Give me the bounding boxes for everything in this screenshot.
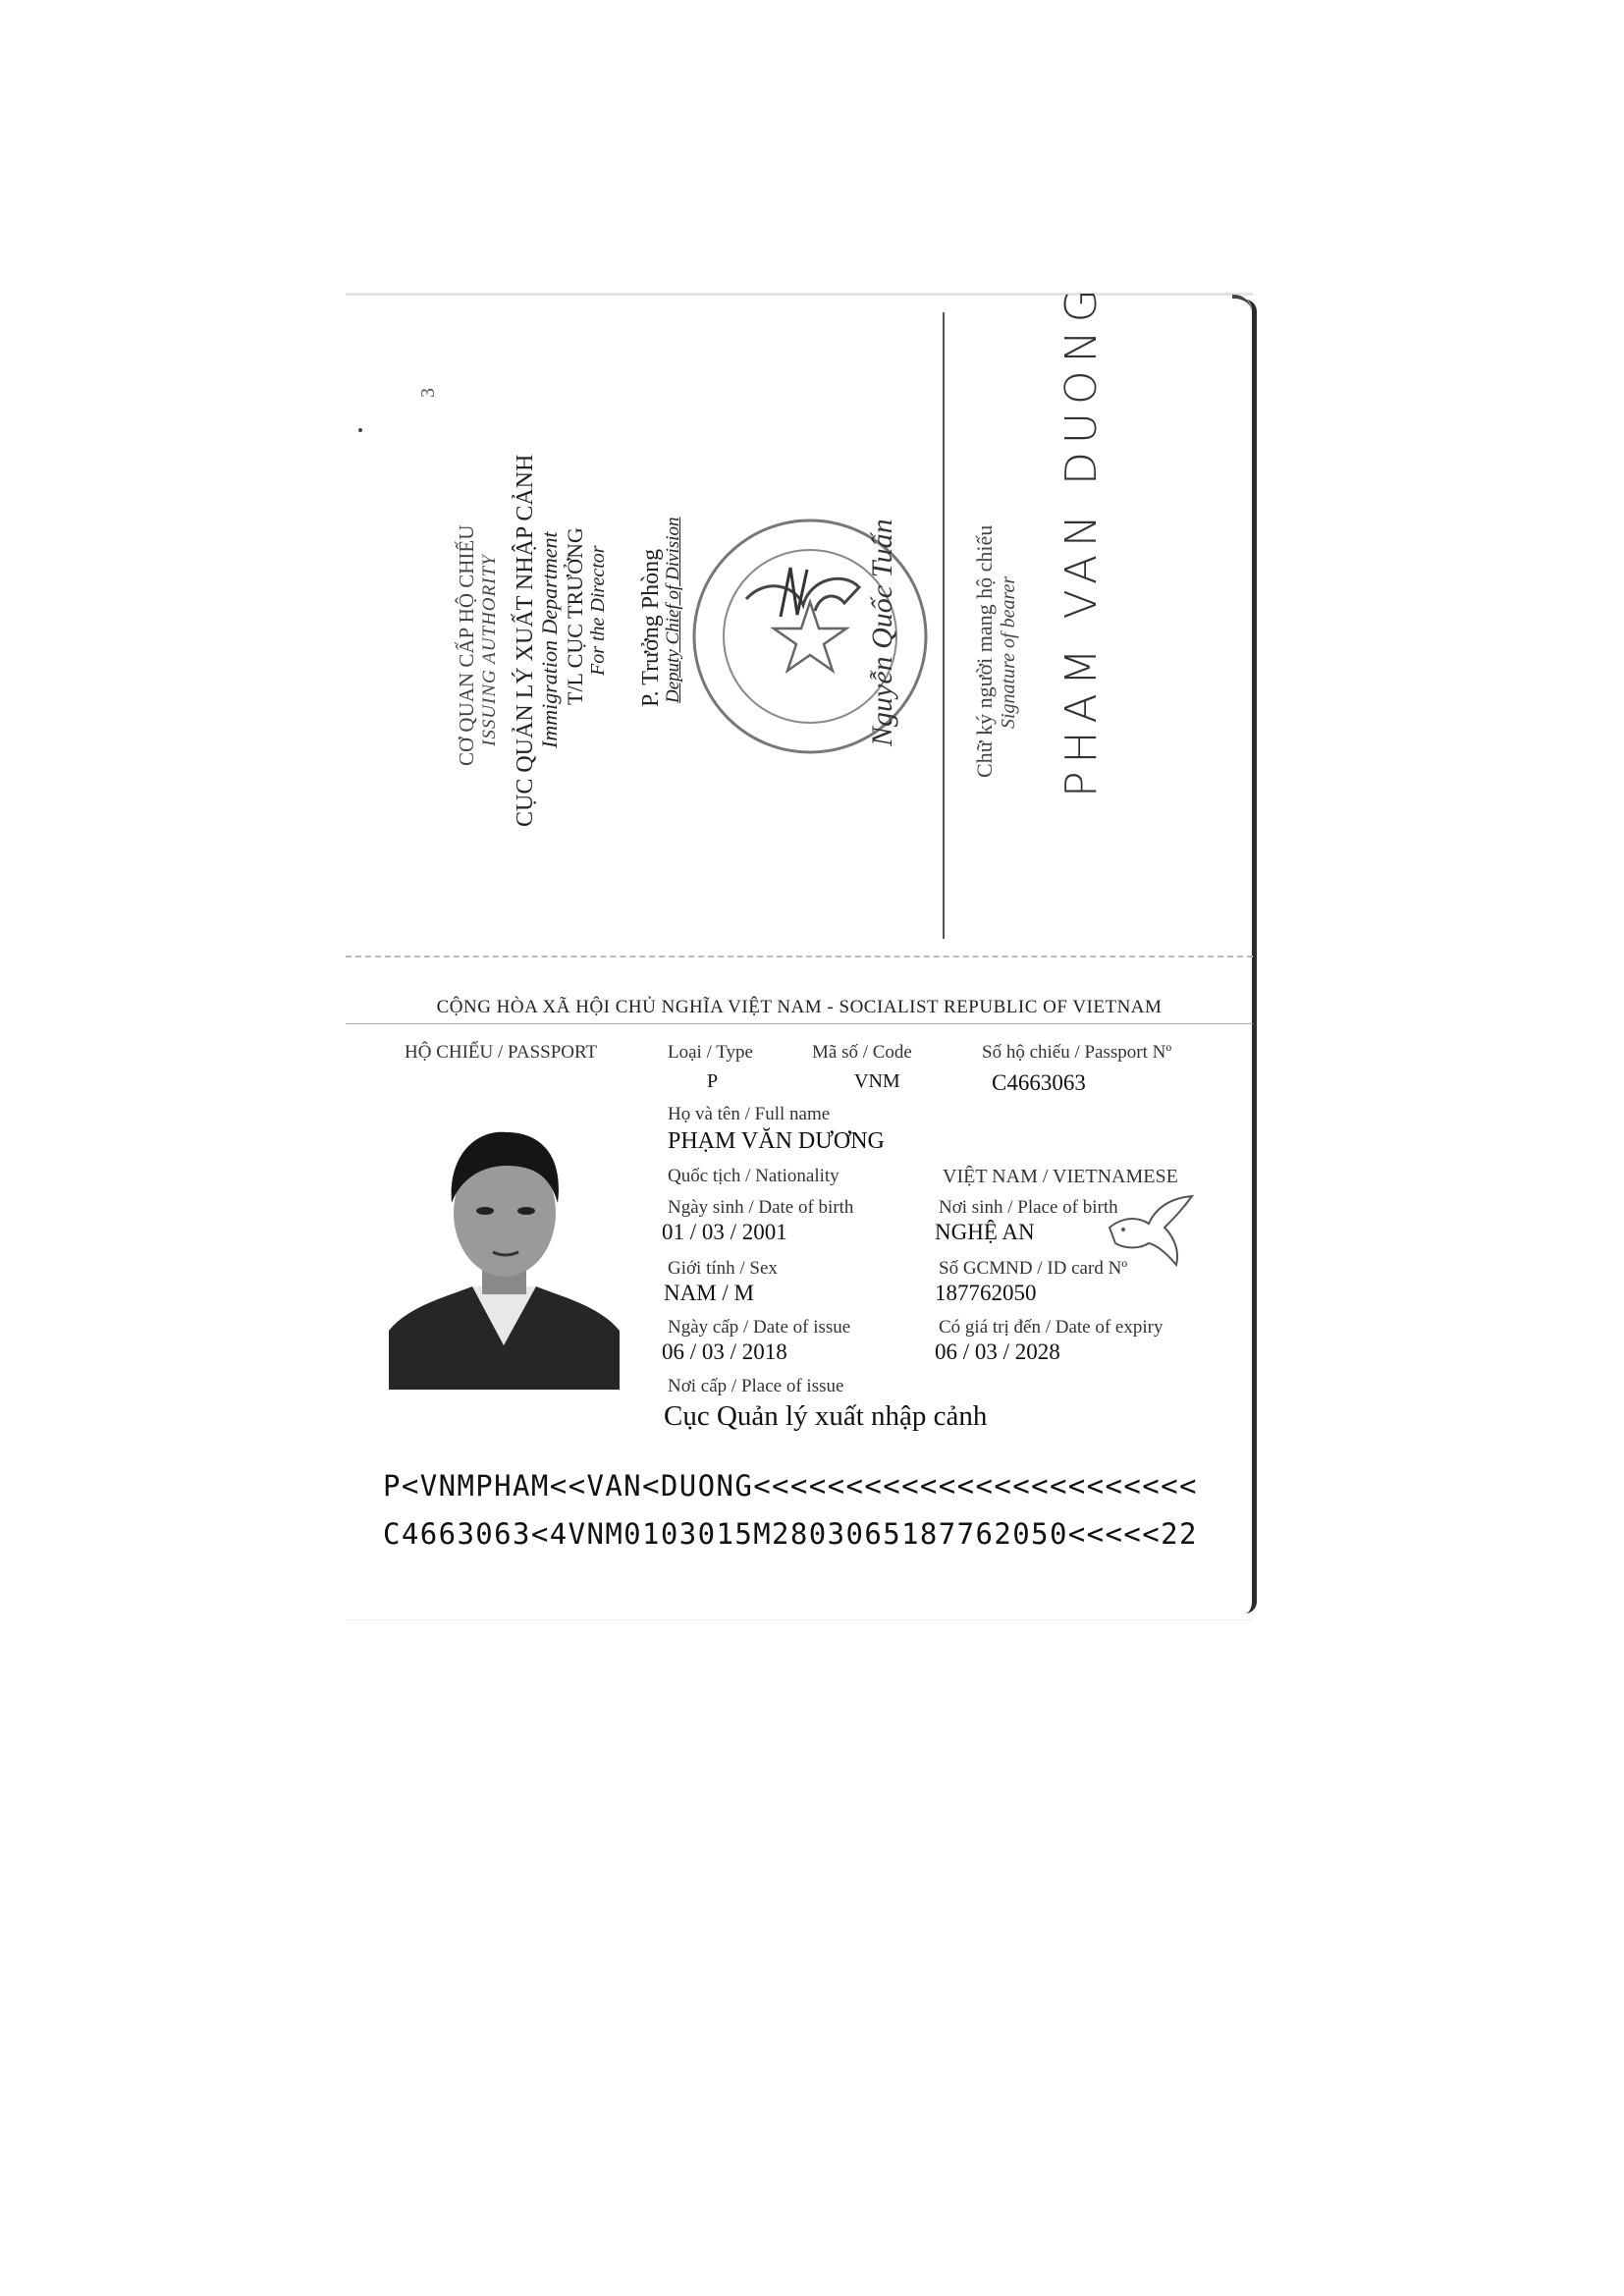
nationality-value: VIỆT NAM / VIETNAMESE bbox=[943, 1166, 1178, 1187]
date-of-birth-value: 01 / 03 / 2001 bbox=[662, 1220, 787, 1244]
nationality-label: Quốc tịch / Nationality bbox=[668, 1166, 839, 1186]
bearer-signature-label-vi: Chữ ký người mang hộ chiếu bbox=[972, 524, 997, 778]
deputy-en: Deputy Chief of Division bbox=[663, 517, 683, 703]
page-number: 3 bbox=[417, 388, 439, 398]
for-director-vi: T/L CỤC TRƯỞNG bbox=[563, 527, 587, 705]
id-card-label: Số GCMND / ID card Nº bbox=[939, 1258, 1128, 1279]
mrz-line-1: P<VNMPHAM<<VAN<DUONG<<<<<<<<<<<<<<<<<<<<<<<< bbox=[383, 1469, 1198, 1503]
page-fold-line bbox=[346, 956, 1253, 957]
sex-value: NAM / M bbox=[664, 1281, 755, 1305]
official-signature-name: Nguyễn Quốc Tuấn bbox=[866, 519, 898, 746]
type-value: P bbox=[707, 1070, 719, 1092]
bearer-photo bbox=[389, 1095, 620, 1390]
header-rule bbox=[346, 1023, 1253, 1024]
column-divider bbox=[943, 312, 945, 939]
full-name-label: Họ và tên / Full name bbox=[668, 1104, 831, 1124]
mrz-line-2: C4663063<4VNM0103015M2803065187762050<<<<<22 bbox=[383, 1517, 1198, 1551]
code-value: VNM bbox=[854, 1070, 900, 1092]
issuing-authority-vi: CỤC QUẢN LÝ XUẤT NHẬP CẢNH bbox=[513, 454, 538, 827]
date-of-issue-value: 06 / 03 / 2018 bbox=[662, 1339, 787, 1364]
bearer-handwritten-signature: PHAM VAN DUONG bbox=[1056, 281, 1107, 797]
place-of-birth-value: NGHỆ AN bbox=[935, 1220, 1035, 1244]
speck bbox=[358, 428, 362, 432]
issuing-label-vi: CƠ QUAN CẤP HỘ CHIẾU bbox=[455, 524, 478, 766]
sex-label: Giới tính / Sex bbox=[668, 1258, 778, 1279]
country-header: CỘNG HÒA XÃ HỘI CHỦ NGHĨA VIỆT NAM - SOCIALIST REPUBLIC OF VIETNAM bbox=[436, 997, 1163, 1017]
issuing-authority-en: Immigration Department bbox=[537, 531, 562, 748]
passport-number-value: C4663063 bbox=[992, 1070, 1086, 1095]
place-of-issue-label: Nơi cấp / Place of issue bbox=[668, 1376, 844, 1396]
date-of-birth-label: Ngày sinh / Date of birth bbox=[668, 1197, 854, 1218]
place-of-issue-value: Cục Quản lý xuất nhập cảnh bbox=[664, 1400, 988, 1432]
bearer-signature-label-en: Signature of bearer bbox=[998, 575, 1019, 729]
passport-number-label: Số hộ chiếu / Passport Nº bbox=[982, 1042, 1172, 1063]
deputy-vi: P. Trưởng Phòng bbox=[638, 548, 664, 707]
for-director-en: For the Director bbox=[587, 545, 609, 676]
full-name-value: PHẠM VĂN DƯƠNG bbox=[668, 1128, 885, 1154]
date-of-expiry-value: 06 / 03 / 2028 bbox=[935, 1339, 1060, 1364]
place-of-birth-label: Nơi sinh / Place of birth bbox=[939, 1197, 1118, 1218]
document-label: HỘ CHIẾU / PASSPORT bbox=[405, 1042, 598, 1063]
type-label: Loại / Type bbox=[668, 1042, 753, 1063]
issuing-label-en: ISSUING AUTHORITY bbox=[479, 554, 500, 746]
code-label: Mã số / Code bbox=[812, 1042, 912, 1063]
portrait-image bbox=[389, 1095, 620, 1390]
id-card-value: 187762050 bbox=[935, 1281, 1037, 1305]
date-of-issue-label: Ngày cấp / Date of issue bbox=[668, 1317, 851, 1338]
date-of-expiry-label: Có giá trị đến / Date of expiry bbox=[939, 1317, 1164, 1338]
